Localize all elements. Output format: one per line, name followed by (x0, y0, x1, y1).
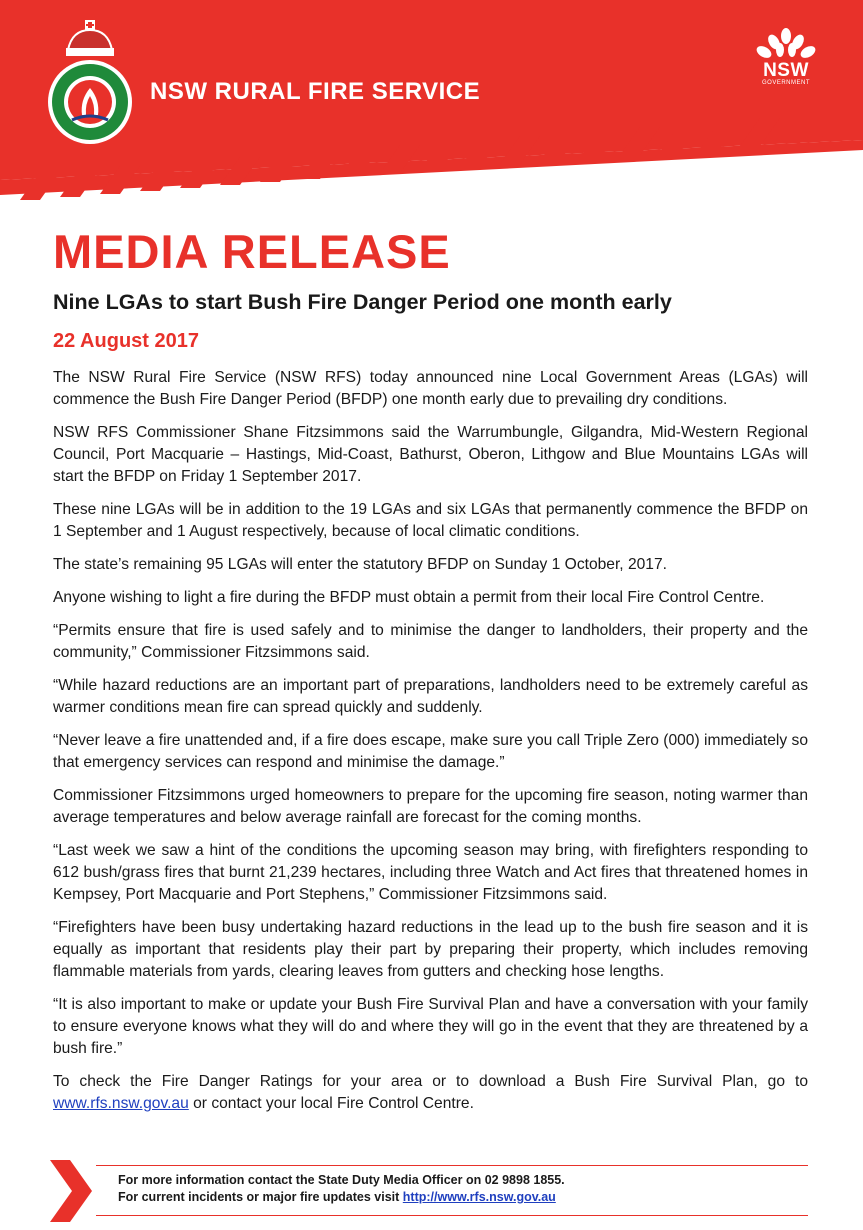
footer-line-2-text: For current incidents or major fire updates visit (118, 1190, 400, 1204)
org-name: NSW RURAL FIRE SERVICE (150, 78, 481, 105)
header-banner (0, 0, 863, 205)
chevron-right-icon (50, 1160, 94, 1222)
rfs-seal-logo (42, 20, 138, 146)
paragraph: “Permits ensure that fire is used safely and to minimise the danger to landholders, their property and the community,” Commissioner Fitzsimmons said. (53, 622, 808, 661)
waratah-icon (750, 28, 822, 62)
paragraph: “While hazard reductions are an important part of preparations, landholders need to be extremely careful as warmer conditions mean fire can spread quickly and suddenly. (53, 677, 808, 716)
paragraph: The NSW Rural Fire Service (NSW RFS) today announced nine Local Government Areas (LGAs) will commence the Bush Fire Danger Period (BFDP) one month early due to prevailing dry conditions. (53, 369, 808, 408)
paragraph: These nine LGAs will be in addition to the 19 LGAs and six LGAs that permanently commence the BFDP on 1 September and 1 August respectively, because of local climatic conditions. (53, 501, 808, 540)
paragraph: “Never leave a fire unattended and, if a fire does escape, make sure you call Triple Zero (000) immediately so that emergency services can respond and minimise the damage.” (53, 732, 808, 771)
paragraph: “Last week we saw a hint of the conditions the upcoming season may bring, with firefighters responding to 612 bush/grass fires that burnt 21,239 hectares, including three Watch and Act fires that threatened homes in Kempsey, Port Macquarie and Port Stephens,” Commissioner Fitzsimmons said. (53, 842, 808, 903)
nsw-government-logo (750, 28, 822, 98)
footer-rfs-link[interactable]: http://www.rfs.nsw.gov.au (402, 1190, 556, 1204)
closing-paragraph (53, 1071, 808, 1115)
page-title: MEDIA RELEASE (53, 225, 451, 278)
footer-line-2 (118, 1189, 565, 1206)
footer-divider-top (96, 1165, 808, 1166)
release-date: 22 August 2017 (53, 330, 199, 352)
headline: Nine LGAs to start Bush Fire Danger Period one month early (53, 290, 672, 314)
paragraph: “Firefighters have been busy undertaking hazard reductions in the lead up to the bush fire season and it is equally as important that residents play their part by preparing their property, which includes removing flammable materials from yards, clearing leaves from gutters and checking hose lengths. (53, 919, 808, 980)
article-body (53, 367, 808, 1126)
closing-text: To check the Fire Danger Ratings for your area or to download a Bush Fire Survival Plan, go to (53, 1073, 808, 1090)
footer-divider-bottom (96, 1215, 808, 1216)
paragraph: NSW RFS Commissioner Shane Fitzsimmons said the Warrumbungle, Gilgandra, Mid-Western Regional Council, Port Macquarie – Hastings, Mid-Coast, Bathurst, Oberon, Lithgow and Blue Mountains LGAs will start the BFDP on Friday 1 September 2017. (53, 424, 808, 485)
rfs-website-link[interactable]: www.rfs.nsw.gov.au (53, 1095, 189, 1112)
paragraph: The state’s remaining 95 LGAs will enter the statutory BFDP on Sunday 1 October, 2017. (53, 556, 667, 573)
nsw-wordmark: NSW (763, 60, 809, 81)
closing-text-after: or contact your local Fire Control Centre. (193, 1095, 474, 1112)
paragraph: Commissioner Fitzsimmons urged homeowners to prepare for the upcoming fire season, noting warmer than average temperatures and below average rainfall are forecast for the coming months. (53, 787, 808, 826)
footer (0, 1160, 863, 1230)
paragraph: Anyone wishing to light a fire during the BFDP must obtain a permit from their local Fire Control Centre. (53, 589, 765, 606)
footer-contact (118, 1172, 565, 1206)
paragraph: “It is also important to make or update your Bush Fire Survival Plan and have a conversation with your family to ensure everyone knows what they will do and where they will go in the event that they are threatened by a bush fire.” (53, 996, 808, 1057)
footer-line-1: For more information contact the State Duty Media Officer on 02 9898 1855. (118, 1173, 565, 1187)
government-wordmark: GOVERNMENT (761, 80, 810, 86)
